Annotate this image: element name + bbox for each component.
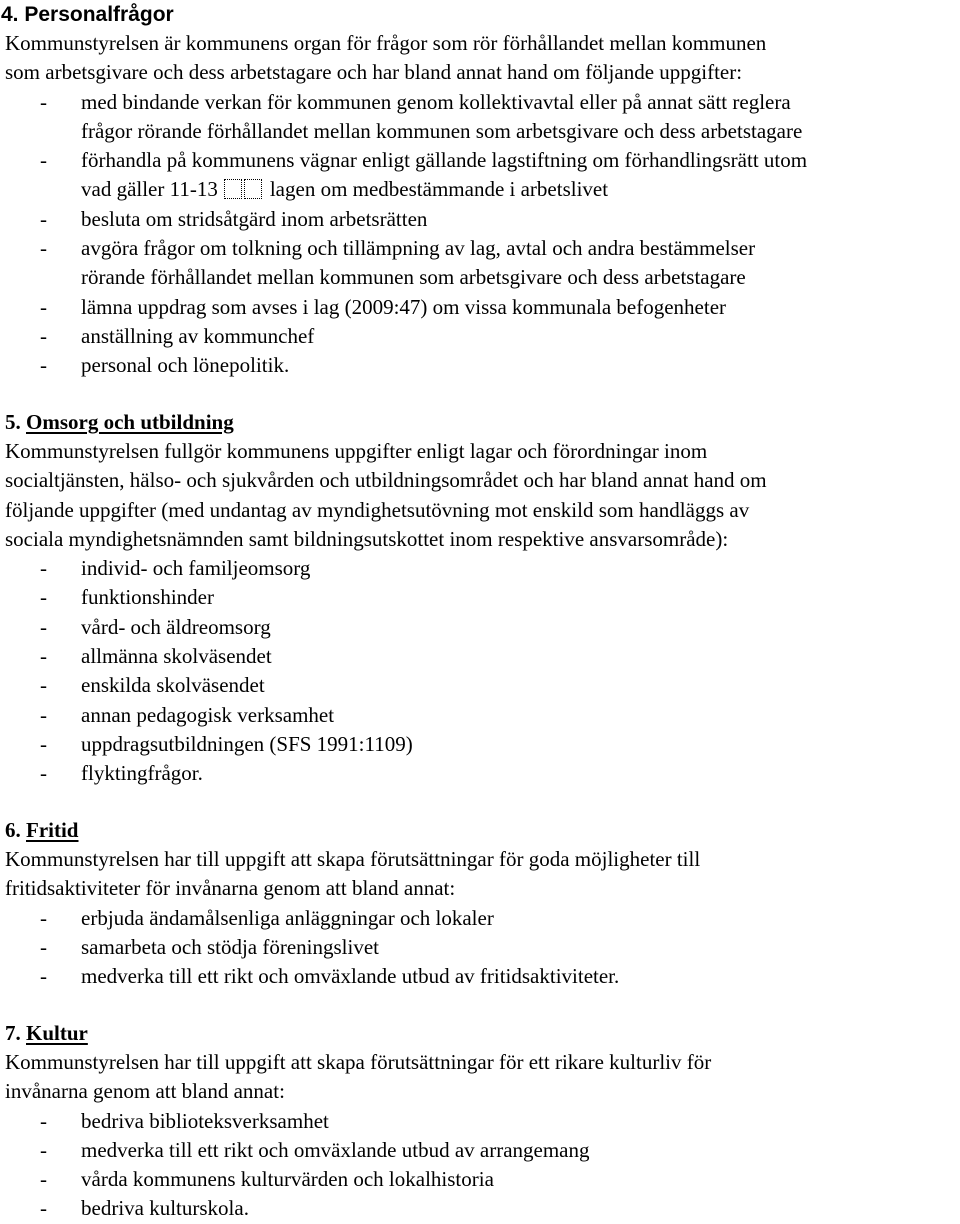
section-personalfragor	[0, 0, 960, 381]
list-dash: -	[40, 702, 47, 727]
list-item-text: enskilda skolväsendet	[81, 673, 265, 698]
section-number: 5.	[5, 410, 21, 434]
list-item	[0, 962, 960, 991]
list-item	[0, 1194, 960, 1223]
list-item	[0, 234, 960, 293]
section-fritid	[0, 816, 960, 991]
list-item-text: erbjuda ändamålsenliga anläggningar och lokaler	[81, 905, 494, 930]
intro-line: Kommunstyrelsen har till uppgift att skapa förutsättningar för goda möjligheter till	[5, 847, 701, 871]
list-dash: -	[40, 556, 47, 581]
section-intro	[0, 1048, 960, 1107]
list-dash: -	[40, 964, 47, 989]
list-item-text: frågor rörande förhållandet mellan kommunen som arbetsgivare och dess arbetstagare	[81, 118, 803, 143]
list-item	[0, 759, 960, 788]
section-omsorg-och-utbildning	[0, 408, 960, 789]
section-heading-kultur	[0, 1019, 960, 1048]
intro-line: invånarna genom att bland annat:	[5, 1079, 285, 1104]
list-item	[0, 205, 960, 234]
list-item-text: uppdragsutbildningen (SFS 1991:1109)	[81, 731, 413, 756]
section-title: Fritid	[26, 818, 79, 842]
task-list	[0, 1107, 960, 1224]
list-item-text: allmänna skolväsendet	[81, 644, 272, 669]
list-item-text: annan pedagogisk verksamhet	[81, 702, 335, 727]
list-item-text-part: lagen om medbestämmande i arbetslivet	[269, 177, 609, 202]
list-item	[0, 322, 960, 351]
intro-line: följande uppgifter (med undantag av myndighetsutövning mot enskild som handläggs av	[5, 497, 750, 522]
list-item-text: vårda kommunens kulturvärden och lokalhistoria	[81, 1167, 494, 1192]
section-kultur	[0, 1019, 960, 1224]
list-item	[0, 671, 960, 700]
list-item-text: personal och lönepolitik.	[81, 353, 290, 378]
list-dash: -	[40, 206, 47, 231]
intro-line: socialtjänsten, hälso- och sjukvården och utbildningsområdet och har bland annat hand om	[5, 468, 767, 493]
list-item	[0, 554, 960, 583]
list-dash: -	[40, 1167, 47, 1192]
section-intro	[0, 437, 960, 554]
intro-line: Kommunstyrelsen har till uppgift att skapa förutsättningar för ett rikare kulturliv för	[5, 1050, 712, 1074]
list-item	[0, 730, 960, 759]
paragraph-symbol-icon	[244, 179, 262, 199]
list-item	[0, 613, 960, 642]
list-item	[0, 88, 960, 147]
section-title: Omsorg och utbildning	[26, 410, 234, 434]
list-item-text: flyktingfrågor.	[81, 761, 203, 786]
list-item	[0, 1107, 960, 1136]
section-intro	[0, 29, 960, 88]
list-dash: -	[40, 1137, 47, 1162]
list-item-text: avgöra frågor om tolkning och tillämpning av lag, avtal och andra bestämmelser	[81, 236, 756, 261]
list-item-text: lämna uppdrag som avses i lag (2009:47) om vissa kommunala befogenheter	[81, 294, 727, 319]
list-dash: -	[40, 89, 47, 114]
list-item-text: individ- och familjeomsorg	[81, 556, 311, 581]
list-item-text: bedriva kulturskola.	[81, 1196, 249, 1221]
list-dash: -	[40, 731, 47, 756]
section-number: 7.	[5, 1021, 21, 1045]
list-dash: -	[40, 934, 47, 959]
list-item-text: medverka till ett rikt och omväxlande utbud av arrangemang	[81, 1137, 590, 1162]
list-dash: -	[40, 353, 47, 378]
list-dash: -	[40, 585, 47, 610]
list-item	[0, 293, 960, 322]
intro-line: Kommunstyrelsen är kommunens organ för frågor som rör förhållandet mellan kommunen	[5, 31, 767, 55]
task-list	[0, 904, 960, 992]
list-dash: -	[40, 148, 47, 173]
list-item	[0, 583, 960, 612]
list-item-text: anställning av kommunchef	[81, 323, 315, 348]
list-dash: -	[40, 614, 47, 639]
list-item	[0, 701, 960, 730]
list-dash: -	[40, 1108, 47, 1133]
task-list	[0, 88, 960, 381]
intro-line: sociala myndighetsnämnden samt bildningsutskottet inom respektive ansvarsområde):	[5, 526, 729, 551]
paragraph-symbol-icon	[224, 179, 242, 199]
list-item	[0, 904, 960, 933]
list-dash: -	[40, 905, 47, 930]
section-heading-personalfragor: 4. Personalfrågor	[1, 3, 174, 26]
list-item-text: besluta om stridsåtgärd inom arbetsrätten	[81, 206, 428, 231]
list-dash: -	[40, 761, 47, 786]
intro-line: som arbetsgivare och dess arbetstagare och har bland annat hand om följande uppgifter:	[5, 60, 743, 85]
list-item-text: med bindande verkan för kommunen genom kollektivavtal eller på annat sätt reglera	[81, 89, 791, 114]
section-title: Kultur	[26, 1021, 88, 1045]
list-item	[0, 642, 960, 671]
list-item-text: medverka till ett rikt och omväxlande utbud av fritidsaktiviteter.	[81, 964, 620, 989]
list-dash: -	[40, 323, 47, 348]
intro-line: Kommunstyrelsen fullgör kommunens uppgifter enligt lagar och förordningar inom	[5, 439, 708, 463]
section-heading-omsorg	[0, 408, 960, 437]
list-item	[0, 1136, 960, 1165]
list-item	[0, 146, 960, 205]
list-dash: -	[40, 673, 47, 698]
section-heading-fritid	[0, 816, 960, 845]
list-dash: -	[40, 1196, 47, 1221]
list-item-text: bedriva biblioteksverksamhet	[81, 1108, 329, 1133]
list-item-text: vård- och äldreomsorg	[81, 614, 271, 639]
list-item	[0, 351, 960, 380]
section-number: 6.	[5, 818, 21, 842]
list-dash: -	[40, 644, 47, 669]
list-item-text: rörande förhållandet mellan kommunen som arbetsgivare och dess arbetstagare	[81, 265, 746, 290]
list-item-text: funktionshinder	[81, 585, 214, 610]
list-dash: -	[40, 236, 47, 261]
list-item	[0, 933, 960, 962]
list-item	[0, 1165, 960, 1194]
list-item-text: förhandla på kommunens vägnar enligt gällande lagstiftning om förhandlingsrätt utom	[81, 148, 808, 173]
list-item-text-part: vad gäller 11-13	[81, 177, 218, 202]
section-intro	[0, 845, 960, 904]
list-item-text: samarbeta och stödja föreningslivet	[81, 934, 379, 959]
task-list	[0, 554, 960, 788]
list-item-text	[81, 175, 960, 204]
list-dash: -	[40, 294, 47, 319]
intro-line: fritidsaktiviteter för invånarna genom att bland annat:	[5, 876, 456, 901]
